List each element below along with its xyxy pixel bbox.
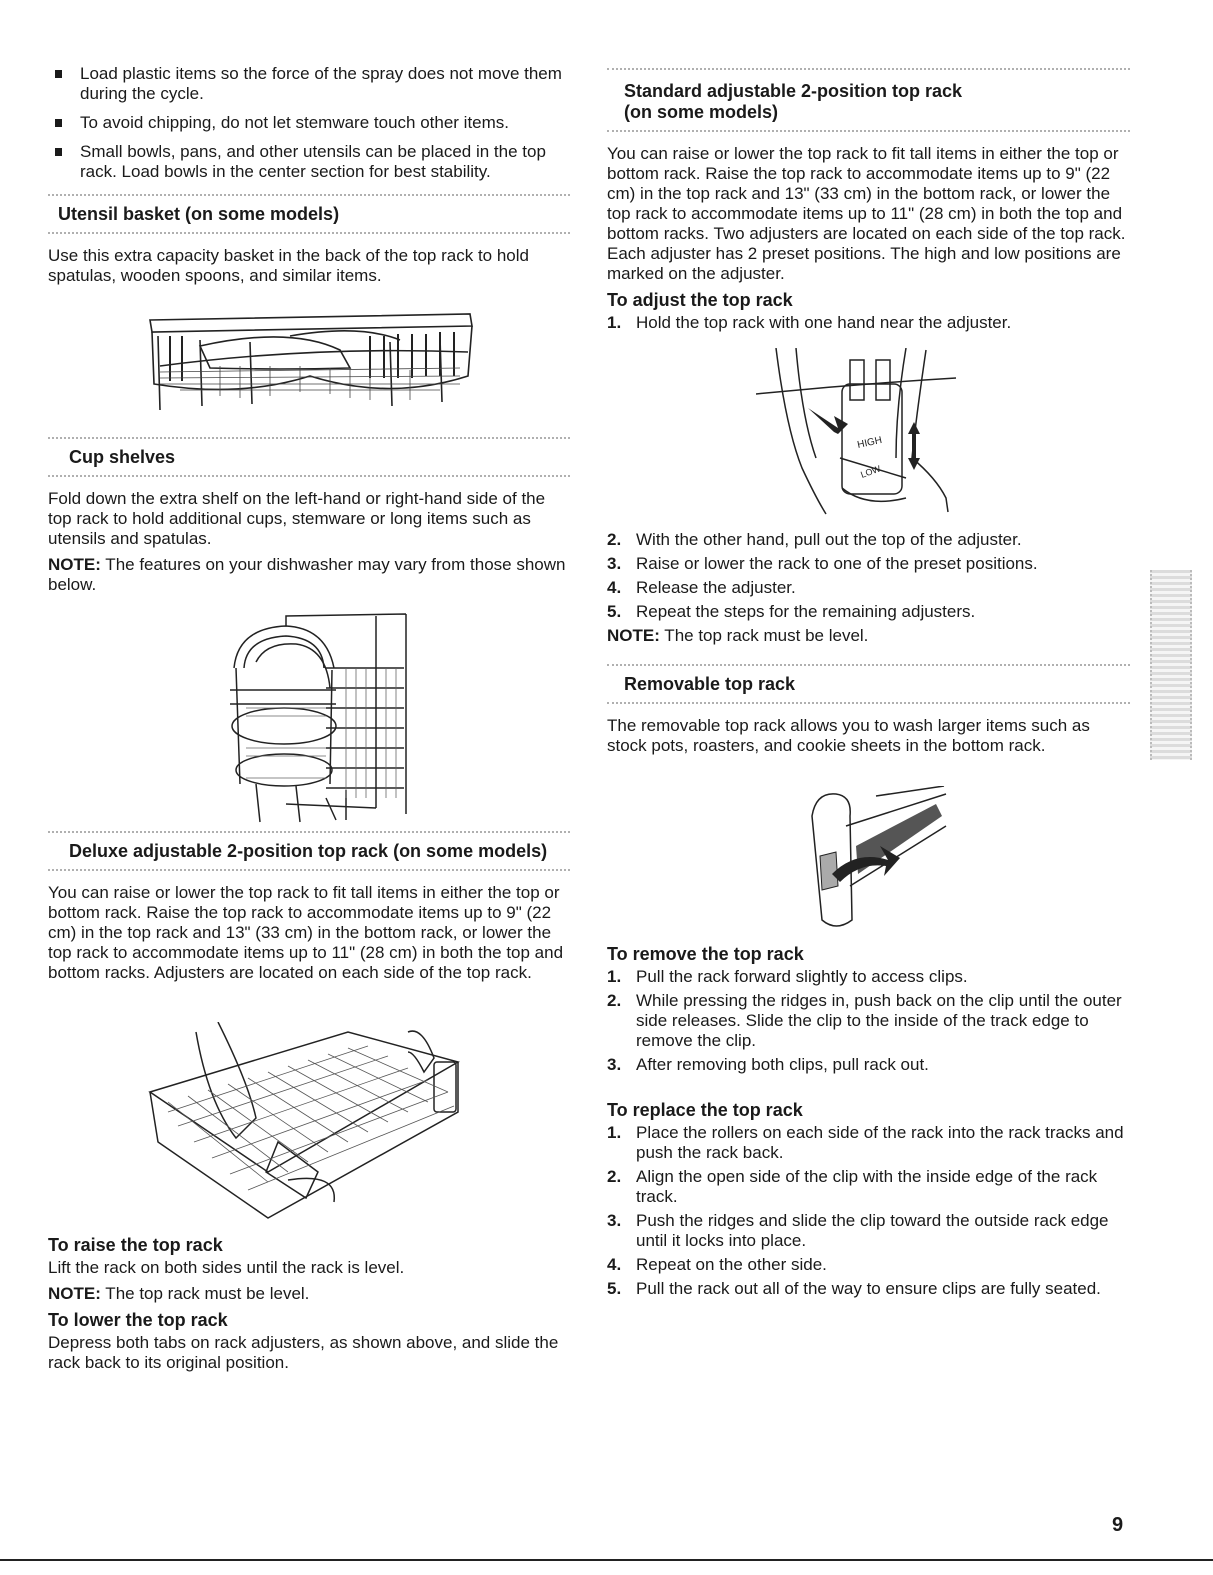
- left-column: [48, 64, 570, 191]
- list-item: 1. Hold the top rack with one hand near the adjuster.: [607, 313, 1012, 332]
- utensil-basket-text: Use this extra capacity basket in the back of the top rack to hold spatulas, wooden spoons, and similar items.: [48, 246, 529, 285]
- utensil-basket-illustration: [140, 306, 480, 416]
- adjust-rack-note: [607, 626, 1130, 646]
- deluxe-rack-section: [48, 831, 570, 983]
- list-item: 3. After removing both clips, pull rack out.: [607, 1055, 929, 1074]
- cup-shelves-note: [48, 555, 570, 595]
- section-header: [48, 194, 570, 234]
- list-item: To avoid chipping, do not let stemware touch other items.: [48, 113, 570, 133]
- list-item: 2. Align the open side of the clip with the inside edge of the rack track.: [607, 1167, 1098, 1206]
- raise-rack-text: Lift the rack on both sides until the rack is level.: [48, 1258, 405, 1277]
- remove-steps-list: [607, 967, 1130, 1075]
- adjust-rack-continued: [607, 530, 1130, 646]
- adjust-steps-list-2: [607, 530, 1130, 622]
- list-item: 2. With the other hand, pull out the top of the adjuster.: [607, 530, 1022, 549]
- replace-rack-section: [607, 1098, 1130, 1303]
- list-item: 5. Repeat the steps for the remaining adjusters.: [607, 602, 976, 621]
- list-item: Load plastic items so the force of the spray does not move them during the cycle.: [48, 64, 570, 104]
- remove-rack-heading: To remove the top rack: [607, 944, 804, 964]
- note-label: NOTE:: [48, 555, 101, 574]
- page-number: 9: [1112, 1514, 1124, 1536]
- list-item: 3. Raise or lower the rack to one of the preset positions.: [607, 554, 1038, 573]
- cup-shelves-section: [48, 437, 570, 595]
- removable-rack-heading: Removable top rack: [624, 674, 796, 694]
- deluxe-rack-heading: Deluxe adjustable 2-position top rack (on some models): [69, 841, 548, 861]
- deluxe-rack-illustration: [138, 1022, 468, 1222]
- raise-rack-note: [48, 1284, 570, 1304]
- note-text: The top rack must be level.: [100, 1284, 310, 1303]
- note-text: The features on your dishwasher may vary from those shown below.: [48, 555, 566, 594]
- list-item: 4. Repeat on the other side.: [607, 1255, 827, 1274]
- standard-rack-heading: Standard adjustable 2-position top rack: [624, 81, 963, 101]
- list-item: 4. Release the adjuster.: [607, 578, 796, 597]
- list-item: Small bowls, pans, and other utensils can be placed in the top rack. Load bowls in the center section for best stability.: [48, 142, 570, 182]
- adjust-rack-heading: To adjust the top rack: [607, 290, 793, 310]
- utensil-basket-section: [48, 194, 570, 286]
- section-header: [48, 437, 570, 477]
- standard-rack-text: You can raise or lower the top rack to fit tall items in either the top or bottom rack. Raise the top rack to accommodate items up to 9" (22 cm) in the top rack and 13" (33 cm) in the bottom rack, or lower the top rack to accommodate items up to 11" (28 cm) in both the top and bottom racks. Two adjusters are located on each side of the top rack. Each adjuster has 2 preset positions. The high and low positions are marked on the adjuster.: [607, 144, 1126, 283]
- removable-rack-section: [607, 664, 1130, 756]
- utensil-basket-heading: Utensil basket (on some models): [58, 204, 340, 224]
- cup-shelves-heading: Cup shelves: [69, 447, 176, 467]
- bottom-rule: [0, 1559, 1213, 1561]
- section-header: [607, 664, 1130, 704]
- list-item: 2. While pressing the ridges in, push back on the clip until the outer side releases. Slide the clip to the inside of the track edge to remove the clip.: [607, 991, 1122, 1050]
- note-label: NOTE:: [607, 626, 660, 645]
- loading-tips-list: [48, 64, 570, 182]
- adjuster-low-label: LOW: [859, 463, 882, 480]
- raise-rack-section: [48, 1233, 570, 1373]
- adjuster-high-label: HIGH: [856, 434, 884, 451]
- raise-rack-heading: To raise the top rack: [48, 1235, 223, 1255]
- deluxe-rack-text: You can raise or lower the top rack to fit tall items in either the top or bottom rack. Raise the top rack to accommodate items up to 9" (22 cm) in the top rack and 13" (33 cm) in the bottom rack, or lower the top rack to accommodate items up to 11" (28 cm) in both the top and bottom racks. Adjusters are located on each side of the top rack.: [48, 883, 564, 982]
- standard-rack-section: [607, 68, 1130, 337]
- replace-steps-list: [607, 1123, 1130, 1299]
- section-header: [607, 68, 1130, 132]
- adjust-steps-list-1: [607, 313, 1130, 333]
- remove-rack-section: [607, 942, 1130, 1079]
- adjuster-illustration: [756, 348, 966, 518]
- rack-clip-illustration: [796, 786, 956, 936]
- standard-rack-heading-sub: (on some models): [624, 102, 779, 122]
- list-item: 3. Push the ridges and slide the clip toward the outside rack edge until it locks into place.: [607, 1211, 1109, 1250]
- side-tab-decoration: [1150, 570, 1192, 760]
- note-text: The top rack must be level.: [659, 626, 869, 645]
- removable-rack-text: The removable top rack allows you to wash larger items such as stock pots, roasters, and cookie sheets in the bottom rack.: [607, 716, 1090, 755]
- lower-rack-text: Depress both tabs on rack adjusters, as shown above, and slide the rack back to its original position.: [48, 1333, 559, 1372]
- lower-rack-heading: To lower the top rack: [48, 1310, 228, 1330]
- cup-shelves-illustration: [226, 608, 412, 826]
- note-label: NOTE:: [48, 1284, 101, 1303]
- replace-rack-heading: To replace the top rack: [607, 1100, 803, 1120]
- cup-shelves-text: Fold down the extra shelf on the left-hand or right-hand side of the top rack to hold additional cups, stemware or long items such as utensils and spatulas.: [48, 489, 546, 548]
- list-item: 1. Pull the rack forward slightly to access clips.: [607, 967, 968, 986]
- list-item: 5. Pull the rack out all of the way to ensure clips are fully seated.: [607, 1279, 1101, 1298]
- list-item: 1. Place the rollers on each side of the rack into the rack tracks and push the rack back.: [607, 1123, 1124, 1162]
- section-header: [48, 831, 570, 871]
